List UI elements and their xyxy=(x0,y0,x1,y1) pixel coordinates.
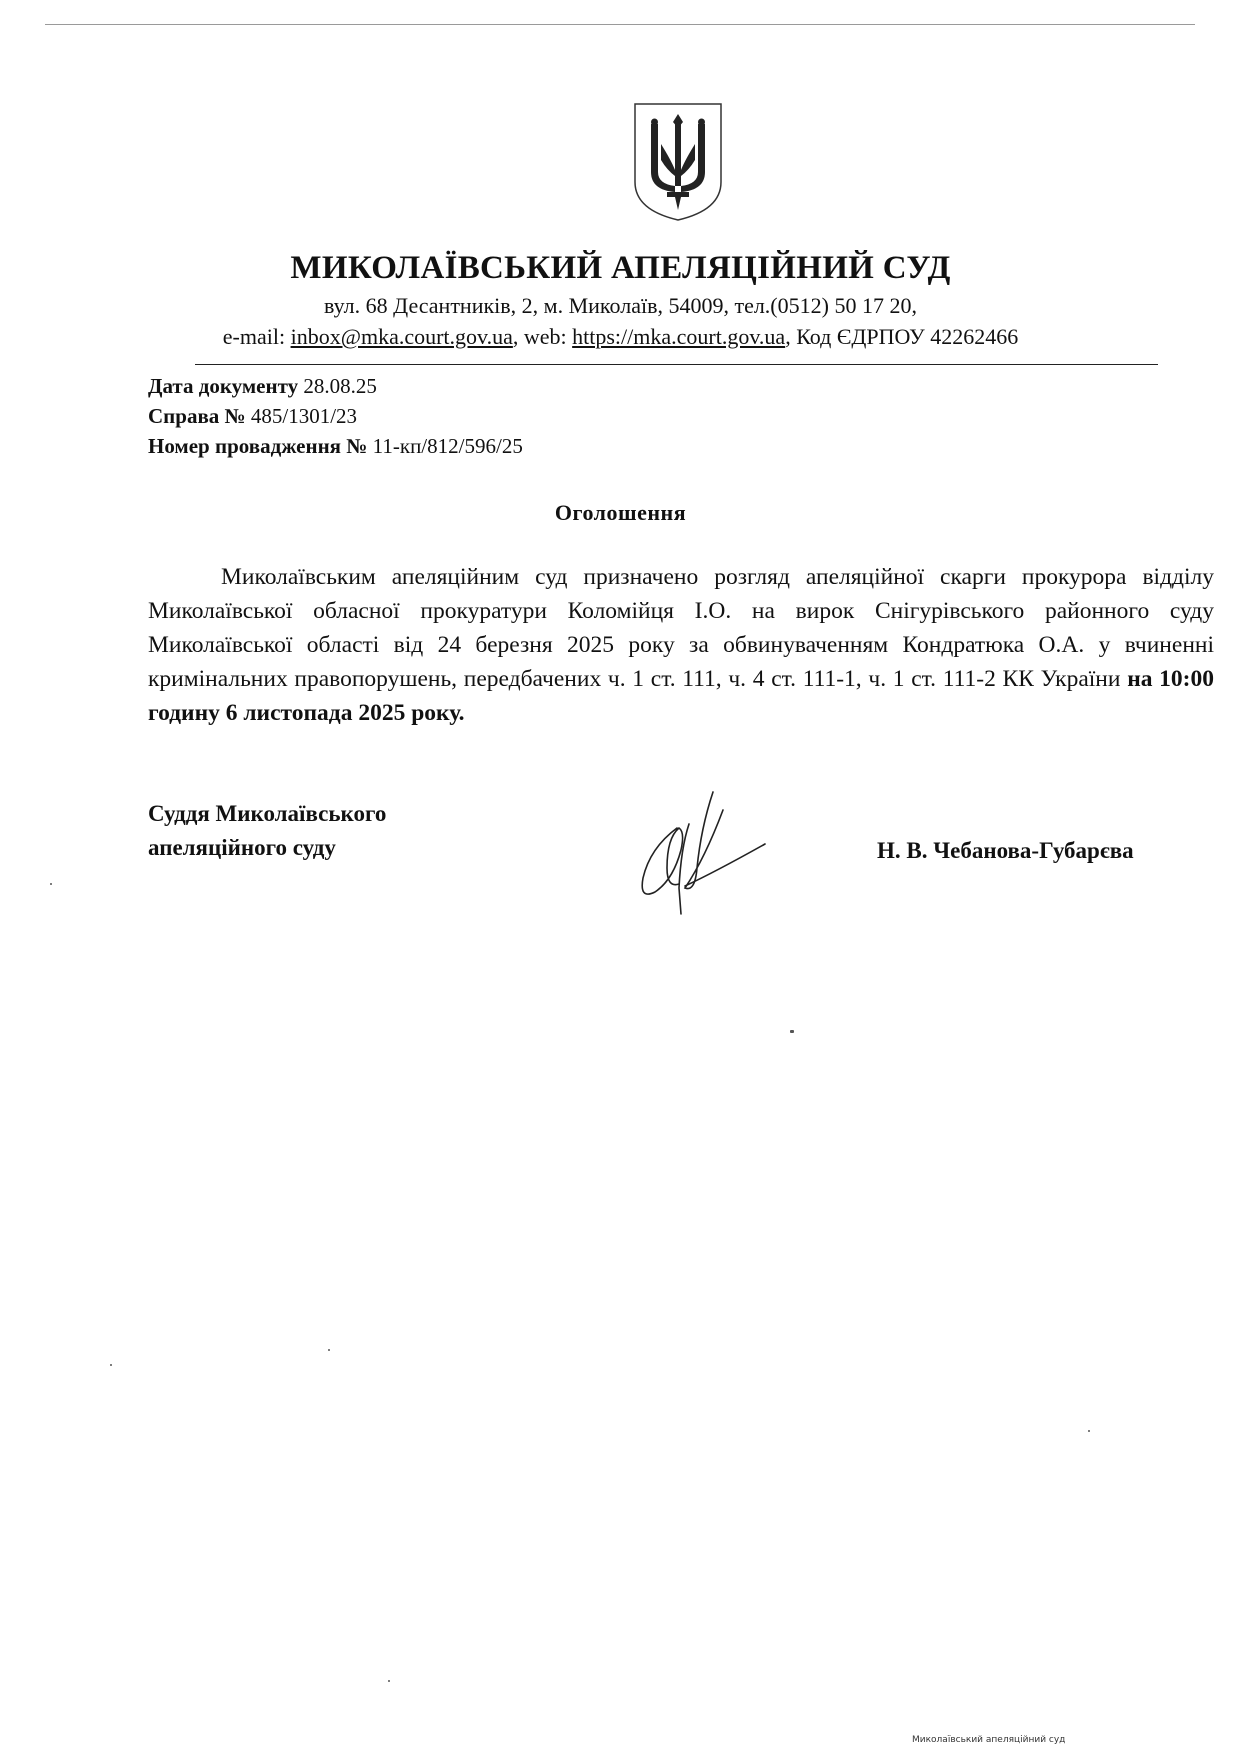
email-label: e-mail: xyxy=(222,324,286,349)
case-label: Справа № xyxy=(148,404,246,428)
announcement-text: Миколаївським апеляційним суд призначено розгляд апеляційної скарги прокурора відділу Миколаївської обласної прокуратури Коломійця І.О. на вирок Снігурівського районного суду Миколаївської області від 24 березня 2025 року за обвинуваченням Кондратюка О.А. у вчиненні кримінальних правопорушень, передбачених ч. 1 ст. 111, ч. 4 ст. 111-1, ч. 1 ст. 111-2 КК України xyxy=(148,564,1214,692)
tryzub-icon xyxy=(631,100,725,224)
hearing-datetime: на 10:00 годину 6 листопада 2025 року. xyxy=(148,666,1215,726)
document-title: Оголошення xyxy=(554,500,687,525)
date-value: 28.08.25 xyxy=(303,374,377,398)
court-address: вул. 68 Десантників, 2, м. Миколаїв, 54009, тел.(0512) 50 17 20, xyxy=(324,293,917,318)
judge-name: Н. В. Чебанова-Губарєва xyxy=(877,838,1134,863)
edrpou-code: , Код ЄДРПОУ 42262466 xyxy=(785,324,1019,349)
meta-proceeding xyxy=(148,434,523,459)
scan-speck xyxy=(50,883,52,885)
scan-top-line xyxy=(45,24,1195,25)
judge-title-line1: Суддя Миколаївського xyxy=(148,801,387,826)
date-label: Дата документу xyxy=(148,374,299,398)
scan-speck xyxy=(110,1364,112,1366)
web-label: , web: xyxy=(512,324,567,349)
scan-speck xyxy=(388,1680,390,1682)
scan-speck xyxy=(790,1030,794,1033)
scan-speck xyxy=(1088,1430,1090,1432)
meta-case xyxy=(148,404,357,429)
judge-title xyxy=(148,797,386,865)
header-divider xyxy=(195,364,1158,365)
court-contacts xyxy=(0,324,1241,350)
handwritten-signature-icon xyxy=(615,788,775,918)
web-link[interactable]: https://mka.court.gov.ua xyxy=(572,324,786,349)
court-name: МИКОЛАЇВСЬКИЙ АПЕЛЯЦІЙНИЙ СУД xyxy=(290,250,951,286)
proceeding-label: Номер провадження № xyxy=(148,434,368,458)
email-link[interactable]: inbox@mka.court.gov.ua xyxy=(290,324,513,349)
meta-date xyxy=(148,374,377,399)
case-value: 485/1301/23 xyxy=(250,404,358,428)
proceeding-value: 11-кп/812/596/25 xyxy=(372,434,523,458)
footer-stamp: Миколаївський апеляційний суд xyxy=(912,1735,1066,1745)
announcement-body xyxy=(148,560,1214,730)
scan-speck xyxy=(328,1349,330,1351)
judge-title-line2: апеляційного суду xyxy=(148,835,336,860)
